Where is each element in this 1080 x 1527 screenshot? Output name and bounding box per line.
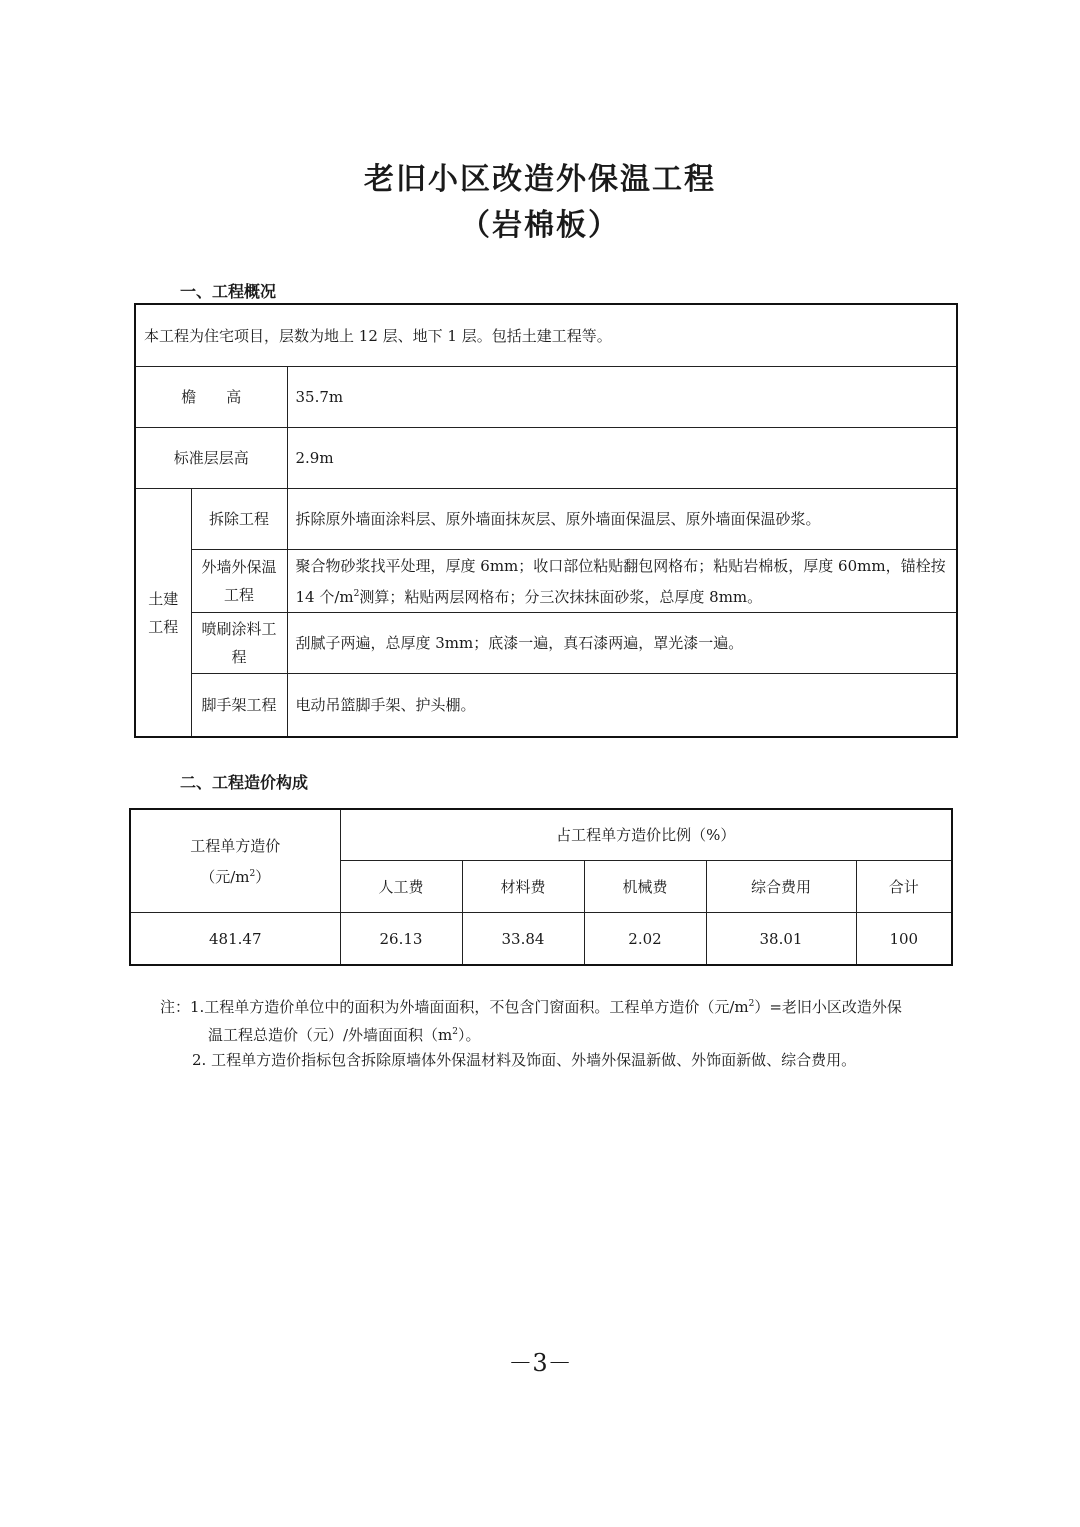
machinery-value: 2.02 [584,913,706,966]
table-row [135,304,957,367]
coating-value: 刮腻子两遍，总厚度 3mm；底漆一遍，真石漆两遍，罩光漆一遍。 [287,613,957,674]
ratio-header: 占工程单方造价比例（%） [340,809,952,861]
page-number: －3－ [508,1349,572,1377]
insulation-value: 聚合物砂浆找平处理，厚度 6mm；收口部位粘贴翻包网格布；粘贴岩棉板，厚度 60mm，锚栓按 14 个$/m^2$测算；粘贴两层网格布；分三次抹抹面砂浆，总厚度 8mm。 [287,550,957,613]
section-heading-overview: 一、工程概况 [180,282,277,301]
table-row [135,674,957,738]
floor-height-value: 2.9m [287,428,957,489]
col-material: 材料费 [462,861,584,913]
insulation-label: 外墙外保温工程 [191,550,287,613]
floor-height-label: 标准层层高 [135,428,287,489]
table-row [135,489,957,550]
unit-price-header: 工程单方造价 （元$/m^2$） [130,809,340,913]
unit-price-value: 481.47 [130,913,340,966]
table-row [135,550,957,613]
civil-works-group-label: 土建 工程 [135,489,191,738]
table-row [135,367,957,428]
demolition-label: 拆除工程 [191,489,287,550]
notes [160,992,960,1073]
eave-height-label: 檐 高 [135,367,287,428]
section-heading-cost: 二、工程造价构成 [180,773,309,792]
coating-label: 喷刷涂料工程 [191,613,287,674]
scaffold-value: 电动吊篮脚手架、护头棚。 [287,674,957,738]
note-1-line-2: 温工程总造价（元）/外墙面面积$(m^2)$。 [208,1026,481,1044]
labor-value: 26.13 [340,913,462,966]
project-overview-table [134,303,958,738]
table-header-row [130,809,952,861]
note-2: 2. 工程单方造价指标包含拆除原墙体外保温材料及饰面、外墙外保温新做、外饰面新做、综合费用。 [192,1051,857,1069]
table-row [135,613,957,674]
col-total: 合计 [856,861,952,913]
cost-composition-table [129,808,953,966]
col-overhead: 综合费用 [706,861,856,913]
overhead-value: 38.01 [706,913,856,966]
table-row [135,428,957,489]
material-value: 33.84 [462,913,584,966]
col-machinery: 机械费 [584,861,706,913]
total-value: 100 [856,913,952,966]
scaffold-label: 脚手架工程 [191,674,287,738]
document-subtitle: （岩棉板） [460,208,620,243]
document-title: 老旧小区改造外保温工程 [364,162,716,197]
demolition-value: 拆除原外墙面涂料层、原外墙面抹灰层、原外墙面保温层、原外墙面保温砂浆。 [287,489,957,550]
col-labor: 人工费 [340,861,462,913]
note-1-line-1: 注：1.工程单方造价单位中的面积为外墙面面积，不包含门窗面积。工程单方造价（元$/m^2)=$老旧小区改造外保 [160,998,902,1016]
table-row [130,913,952,966]
eave-height-value: 35.7m [287,367,957,428]
project-intro-cell: 本工程为住宅项目，层数为地上 12 层、地下 1 层。包括土建工程等。 [135,304,957,367]
